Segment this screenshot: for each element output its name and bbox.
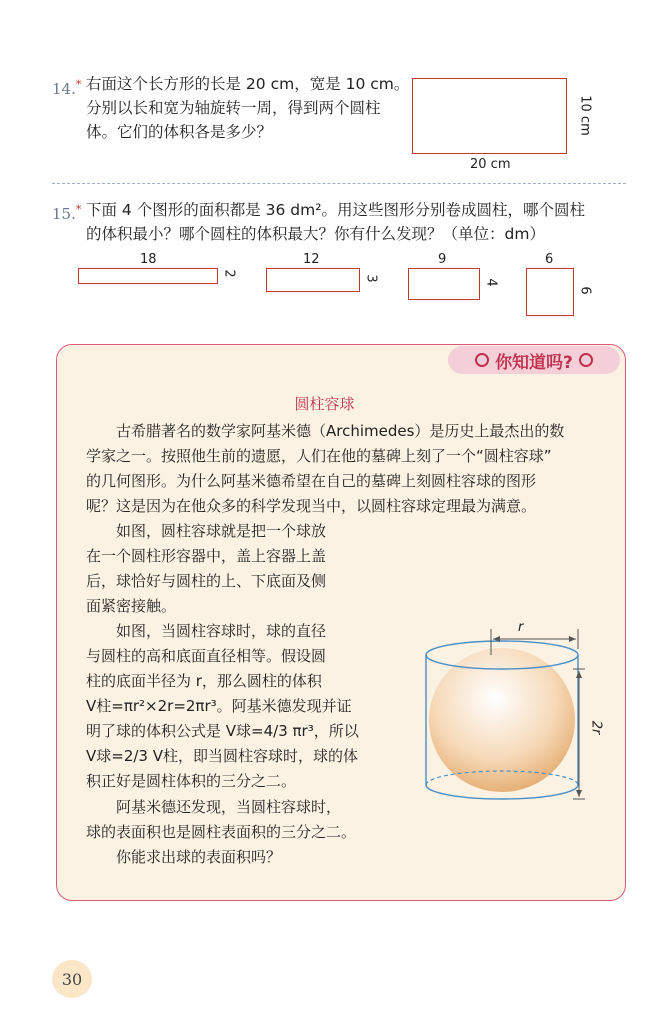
did-you-know-label: 你知道吗? [495, 352, 573, 373]
p1-line-1: 古希腊著名的数学家阿基米德（Archimedes）是历史上最杰出的数 [116, 422, 565, 440]
question-15-number: 15.* [52, 203, 82, 223]
height-arrowhead-top [576, 671, 582, 678]
p3-line-7: 积正好是圆柱体积的三分之二。 [86, 772, 297, 790]
divider [52, 183, 626, 184]
ring-icon [475, 353, 489, 367]
paragraph-3 [86, 619, 386, 794]
question-14-number: 14.* [52, 78, 82, 98]
p1-line-2: 学家之一。按照他生前的遗愿，人们在他的墓碑上刻了一个“圆柱容球” [86, 447, 552, 465]
p2-line-4: 面紧密接触。 [86, 597, 177, 615]
q14-line-1: 右面这个长方形的长是 20 cm，宽是 10 cm。 [86, 75, 410, 93]
q14-rectangle [412, 78, 567, 154]
q14-width-label: 20 cm [470, 157, 511, 172]
question-14-text [86, 72, 409, 144]
shape-4-width: 6 [577, 286, 593, 295]
panel-title: 圆柱容球 [294, 395, 355, 413]
height-label: 2r [588, 720, 604, 735]
shape-2-length: 12 [303, 252, 320, 267]
p4-line-1: 阿基米德还发现，当圆柱容球时， [116, 798, 342, 816]
shape-2-width: 3 [363, 274, 379, 283]
paragraph-2 [86, 519, 386, 619]
radius-label: r [518, 620, 524, 635]
p2-line-3: 后，球恰好与圆柱的上、下底面及侧 [86, 572, 327, 590]
p3-line-3: 柱的底面半径为 r，那么圆柱的体积 [86, 672, 322, 690]
p3-line-2: 与圆柱的高和底面直径相等。假设圆 [86, 647, 327, 665]
question-15-text [86, 198, 585, 246]
shape-1-width: 2 [221, 269, 237, 278]
radius-arrowhead-right [569, 636, 576, 642]
cylinder-sphere-figure [415, 615, 595, 815]
ring-icon [579, 353, 593, 367]
paragraph-5: 你能求出球的表面积吗？ [116, 848, 282, 866]
paragraph-4 [86, 795, 406, 845]
p3-line-4: V柱=πr²×2r=2πr³。阿基米德发现并证 [86, 697, 352, 715]
did-you-know-tag [448, 346, 620, 374]
paragraph-1 [86, 419, 606, 519]
q15-line-2: 的体积最小？哪个圆柱的体积最大？你有什么发现？（单位：dm） [86, 225, 545, 243]
p1-line-4: 呢？这是因为在他众多的科学发现当中，以圆柱容球定理最为满意。 [86, 497, 537, 515]
page-number: 30 [52, 960, 92, 998]
p1-line-3: 的几何图形。为什么阿基米德希望在自己的墓碑上刻圆柱容球的图形 [86, 472, 537, 490]
shape-2-rect [266, 268, 360, 292]
p2-line-1: 如图，圆柱容球就是把一个球放 [116, 522, 327, 540]
p4-line-2: 球的表面积也是圆柱表面积的三分之二。 [86, 823, 357, 841]
p3-line-6: V球=2/3 V柱，即当圆柱容球时，球的体 [86, 747, 359, 765]
q15-line-1: 下面 4 个图形的面积都是 36 dm²。用这些图形分别卷成圆柱，哪个圆柱 [86, 201, 585, 219]
p2-line-2: 在一个圆柱形容器中，盖上容器上盖 [86, 547, 327, 565]
shape-1-length: 18 [140, 252, 157, 267]
shape-4-rect [526, 268, 574, 316]
shape-3-rect [408, 268, 480, 300]
shape-3-width: 4 [483, 278, 499, 287]
shape-1-rect [78, 268, 218, 284]
shape-4-length: 6 [545, 252, 554, 267]
shape-3-length: 9 [438, 252, 447, 267]
q14-line-2: 分别以长和宽为轴旋转一周，得到两个圆柱 [86, 99, 381, 117]
q14-height-label: 10 cm [577, 95, 593, 136]
p3-line-5: 明了球的体积公式是 V球=4/3 πr³，所以 [86, 722, 359, 740]
height-arrowhead-bottom [576, 790, 582, 797]
p3-line-1: 如图，当圆柱容球时，球的直径 [116, 622, 327, 640]
q14-line-3: 体。它们的体积各是多少？ [86, 123, 273, 141]
